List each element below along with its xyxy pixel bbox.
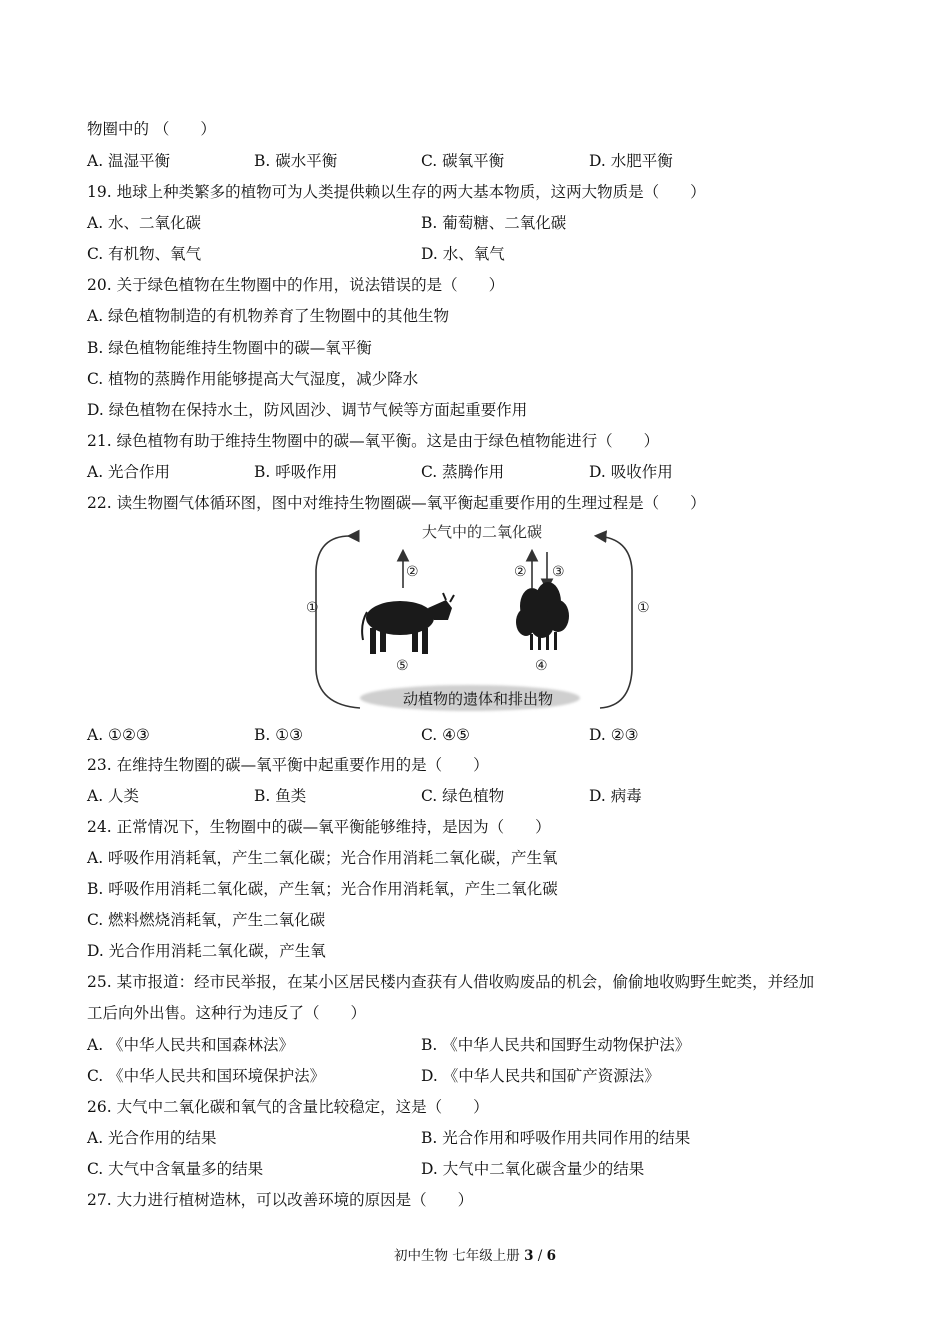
- q24-option-b: B. 呼吸作用消耗二氧化碳，产生氧；光合作用消耗氧，产生二氧化碳: [87, 880, 558, 898]
- q21-stem: 21. 绿色植物有助于维持生物圈中的碳—氧平衡。这是由于绿色植物能进行（ ）: [87, 432, 660, 450]
- q22-option-c: C. ④⑤: [421, 726, 470, 744]
- diagram-mark-2-animal: ②: [406, 564, 419, 580]
- q19-option-b: B. 葡萄糖、二氧化碳: [421, 214, 567, 232]
- diagram-left-cycle-arrow: [316, 536, 360, 708]
- q26-stem: 26. 大气中二氧化碳和氧气的含量比较稳定，这是（ ）: [87, 1098, 489, 1116]
- footer-page-number: 3: [524, 1248, 534, 1264]
- diagram-mark-1-right: ①: [637, 600, 650, 616]
- q21-option-a: A. 光合作用: [87, 463, 171, 481]
- q25-option-a: A. 《中华人民共和国森林法》: [87, 1036, 295, 1054]
- q26-option-d: D. 大气中二氧化碳含量少的结果: [421, 1160, 645, 1178]
- diagram-mark-4: ④: [535, 658, 548, 674]
- q18-option-a: A. 温湿平衡: [87, 152, 171, 170]
- q25-stem-line1: 25. 某市报道：经市民举报，在某小区居民楼内查获有人借收购废品的机会，偷偷地收购野生蛇类，并经加: [87, 973, 815, 991]
- q20-stem: 20. 关于绿色植物在生物圈中的作用，说法错误的是（ ）: [87, 276, 505, 294]
- q24-option-d: D. 光合作用消耗二氧化碳，产生氧: [87, 942, 326, 960]
- q23-option-a: A. 人类: [87, 787, 140, 805]
- diagram-mark-5: ⑤: [396, 658, 409, 674]
- q25-option-d: D. 《中华人民共和国矿产资源法》: [421, 1067, 660, 1085]
- footer-separator: /: [533, 1248, 547, 1264]
- q19-option-d: D. 水、氧气: [421, 245, 505, 263]
- q25-stem-line2: 工后向外出售。这种行为违反了（ ）: [87, 1004, 367, 1022]
- q20-option-c: C. 植物的蒸腾作用能够提高大气湿度，减少降水: [87, 370, 419, 388]
- q21-option-d: D. 吸收作用: [589, 463, 673, 481]
- q19-option-c: C. 有机物、氧气: [87, 245, 202, 263]
- q18-option-d: D. 水肥平衡: [589, 152, 673, 170]
- diagram-mark-1-left: ①: [306, 600, 319, 616]
- q18-option-c: C. 碳氧平衡: [421, 152, 505, 170]
- q25-option-c: C. 《中华人民共和国环境保护法》: [87, 1067, 326, 1085]
- q27-stem: 27. 大力进行植树造林，可以改善环境的原因是（ ）: [87, 1191, 474, 1209]
- q26-option-b: B. 光合作用和呼吸作用共同作用的结果: [421, 1129, 691, 1147]
- q18-option-b: B. 碳水平衡: [254, 152, 338, 170]
- diagram-right-cycle-arrow: [597, 536, 632, 708]
- diagram-mark-2-plant: ②: [514, 564, 527, 580]
- q18-stem-tail: 物圈中的 （ ）: [87, 120, 216, 138]
- cow-icon: [362, 593, 454, 654]
- q20-option-d: D. 绿色植物在保持水土，防风固沙、调节气候等方面起重要作用: [87, 401, 528, 419]
- q20-option-a: A. 绿色植物制造的有机物养育了生物圈中的其他生物: [87, 307, 450, 325]
- q22-option-b: B. ①③: [254, 726, 304, 744]
- q26-option-c: C. 大气中含氧量多的结果: [87, 1160, 264, 1178]
- q24-stem: 24. 正常情况下，生物圈中的碳—氧平衡能够维持，是因为（ ）: [87, 818, 551, 836]
- q21-option-b: B. 呼吸作用: [254, 463, 338, 481]
- q24-option-c: C. 燃料燃烧消耗氧，产生二氧化碳: [87, 911, 326, 929]
- q23-option-b: B. 鱼类: [254, 787, 307, 805]
- diagram-bottom-label: 动植物的遗体和排出物: [402, 690, 554, 708]
- gas-cycle-diagram: [300, 520, 665, 720]
- page-footer: [0, 1246, 950, 1266]
- q24-option-a: A. 呼吸作用消耗氧，产生二氧化碳；光合作用消耗二氧化碳，产生氧: [87, 849, 558, 867]
- q19-stem: 19. 地球上种类繁多的植物可为人类提供赖以生存的两大基本物质，这两大物质是（ ）: [87, 183, 706, 201]
- q22-option-d: D. ②③: [589, 726, 639, 744]
- q23-option-c: C. 绿色植物: [421, 787, 505, 805]
- tree-icon: [516, 582, 569, 650]
- footer-total-pages: 6: [546, 1248, 557, 1264]
- q25-option-b: B. 《中华人民共和国野生动物保护法》: [421, 1036, 691, 1054]
- q26-option-a: A. 光合作用的结果: [87, 1129, 217, 1147]
- q23-option-d: D. 病毒: [589, 787, 642, 805]
- footer-subject: 初中生物 七年级上册: [393, 1248, 525, 1264]
- diagram-top-label: 大气中的二氧化碳: [421, 523, 543, 541]
- q20-option-b: B. 绿色植物能维持生物圈中的碳—氧平衡: [87, 339, 372, 357]
- q23-stem: 23. 在维持生物圈的碳—氧平衡中起重要作用的是（ ）: [87, 756, 489, 774]
- q21-option-c: C. 蒸腾作用: [421, 463, 505, 481]
- q19-option-a: A. 水、二氧化碳: [87, 214, 202, 232]
- q22-option-a: A. ①②③: [87, 726, 150, 744]
- diagram-mark-3: ③: [552, 564, 565, 580]
- q22-stem: 22. 读生物圈气体循环图，图中对维持生物圈碳—氧平衡起重要作用的生理过程是（ ）: [87, 494, 706, 512]
